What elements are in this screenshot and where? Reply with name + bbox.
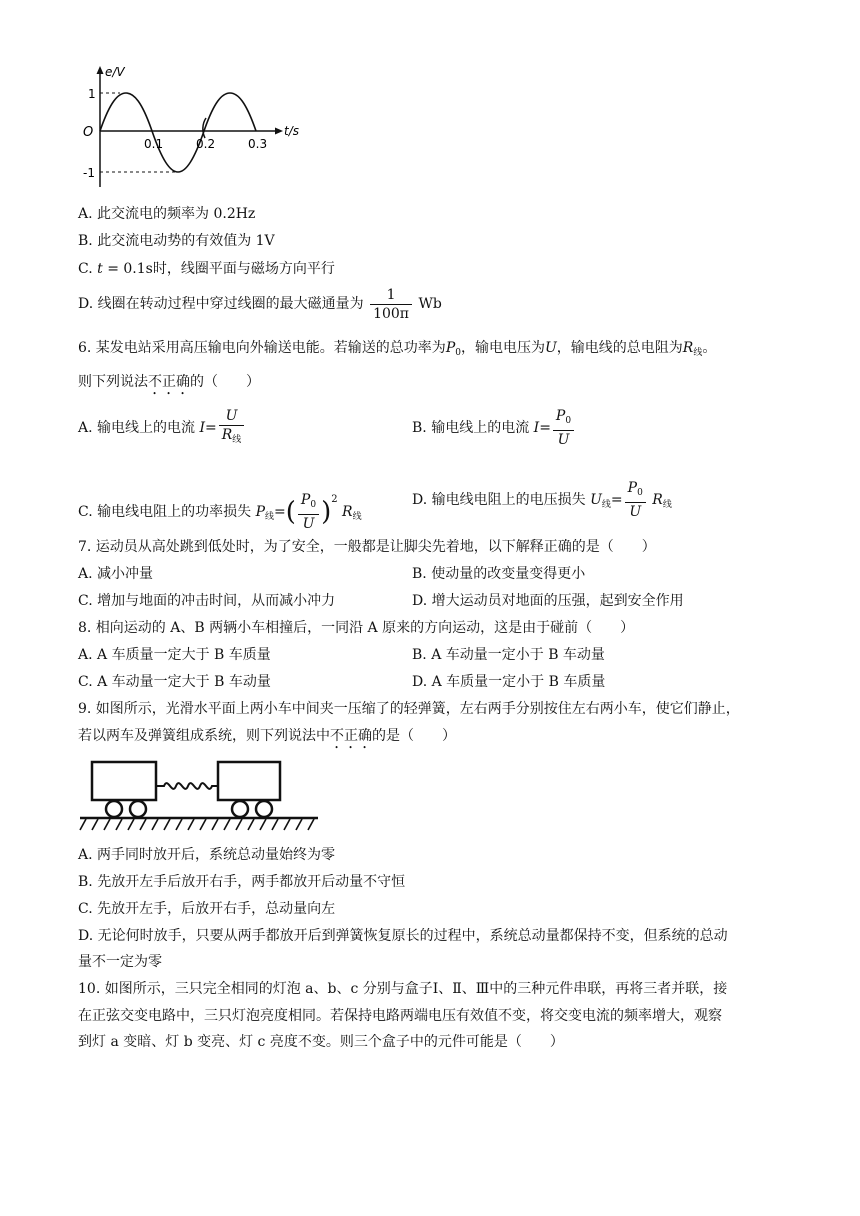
q7-option-d: D. 增大运动员对地面的压强，起到安全作用: [412, 593, 684, 609]
q5-option-d: D. 线圈在转动过程中穿过线圈的最大磁通量为 $\frac{1}{100\pi}$ Wb: [78, 286, 442, 322]
fraction-p0-over-u: $\frac{P_0}{U}$: [553, 407, 574, 449]
q7-option-b: B. 使动量的改变量变得更小: [412, 566, 586, 582]
q7-stem: 7. 运动员从高处跳到低处时，为了安全，一般都是让脚尖先着地，以下解释正确的是（ ）: [78, 539, 656, 555]
fraction-p0-over-u-d: $\frac{P_0}{U}$: [625, 479, 646, 521]
q9-option-d-line2: 量不一定为零: [78, 954, 162, 970]
q8-option-c: C. A 车动量一定大于 B 车动量: [78, 674, 271, 690]
q10-stem-line2: 在正弦交变电路中，三只灯泡亮度相同。若保持电路两端电压有效值不变，将交变电流的频率增大，观察: [78, 1008, 722, 1024]
q8-option-b: B. A 车动量一定小于 B 车动量: [412, 647, 605, 663]
q8-option-a: A. A 车质量一定大于 B 车质量: [78, 647, 271, 663]
y-axis-label: e/V: [105, 65, 125, 79]
ground-hatch: [80, 819, 314, 830]
q10-stem-line3: 到灯 a 变暗、灯 b 变亮、灯 c 亮度不变。则三个盒子中的元件可能是（ ）: [78, 1034, 564, 1050]
q6-option-a: A. 输电线上的电流 I= $\frac{U}{R_线}$: [78, 406, 246, 450]
q9-option-d-line1: D. 无论何时放手，只要从两手都放开后到弹簧恢复原长的过程中，系统总动量都保持不变，但系统的总动: [78, 928, 728, 944]
left-cart: [92, 762, 156, 817]
x-tick-0.2: 0.2: [196, 137, 216, 151]
x-axis-arrow: [275, 128, 283, 135]
y-tick-neg1: -1: [83, 166, 95, 180]
q6-option-c: C. 输电线电阻上的功率损失 $P_线=$( $\frac{P_0}{U}$ )$^2$ $R_线$: [78, 492, 362, 532]
flux-fraction: $\frac{1}{100\pi}$: [370, 286, 412, 323]
q6-stem-line1: 6. 某发电站采用高压输电向外输送电能。若输送的总功率为$P_0$，输电电压为U，输电线的总电阻为$R_线$。: [78, 340, 717, 358]
q9-stem-line2: 若以两车及弹簧组成系统，则下列说法中不正确的是（ ）: [78, 728, 456, 744]
two-carts-spring-figure: [78, 756, 323, 838]
origin-label: O: [83, 125, 94, 140]
q6-option-b: B. 输电线上的电流 I= $\frac{P_0}{U}$: [412, 406, 576, 450]
fraction-u-over-r: $\frac{U}{R_线}$: [219, 407, 245, 449]
x-tick-0.1: 0.1: [144, 137, 164, 151]
right-cart: [218, 762, 280, 817]
q7-option-a: A. 减小冲量: [78, 566, 154, 582]
q9-stem-line1: 9. 如图所示，光滑水平面上两小车中间夹一压缩了的轻弹簧，左右两手分别按住左右两小车，使它们静止，: [78, 701, 740, 717]
fraction-p0-over-u-squared: $\frac{P_0}{U}$: [298, 491, 319, 533]
q5-option-b: B. 此交流电动势的有效值为 1V: [78, 233, 275, 249]
q5-option-a: A. 此交流电的频率为 0.2Hz: [78, 206, 256, 222]
q6-stem-line2: 则下列说法不正确的（ ）: [78, 374, 260, 390]
compressed-spring: [156, 783, 218, 789]
q9-option-c: C. 先放开左手，后放开右手，总动量向左: [78, 901, 336, 917]
q8-stem: 8. 相向运动的 A、B 两辆小车相撞后，一同沿 A 原来的方向运动，这是由于碰前（ ）: [78, 620, 635, 636]
y-tick-1: 1: [88, 87, 96, 101]
q6-option-d: D. 输电线电阻上的电压损失 $U_线=$ $\frac{P_0}{U}$ $R_线$: [412, 480, 672, 520]
emf-time-graph: [78, 62, 308, 192]
x-axis-label: t/s: [284, 124, 299, 138]
sine-curve: [100, 93, 256, 172]
q5-option-c: C. t = 0.1s时，线圈平面与磁场方向平行: [78, 261, 335, 277]
q10-stem-line1: 10. 如图所示，三只完全相同的灯泡 a、b、c 分别与盒子Ⅰ、Ⅱ、Ⅲ中的三种元件串联，再将三者并联，接: [78, 981, 728, 997]
x-tick-0.3: 0.3: [248, 137, 268, 151]
q9-option-a: A. 两手同时放开后，系统总动量始终为零: [78, 847, 336, 863]
q7-option-c: C. 增加与地面的冲击时间，从而减小冲力: [78, 593, 336, 609]
q8-option-d: D. A 车质量一定小于 B 车质量: [412, 674, 606, 690]
y-axis-arrow: [97, 66, 104, 74]
q9-option-b: B. 先放开左手后放开右手，两手都放开后动量不守恒: [78, 874, 406, 890]
